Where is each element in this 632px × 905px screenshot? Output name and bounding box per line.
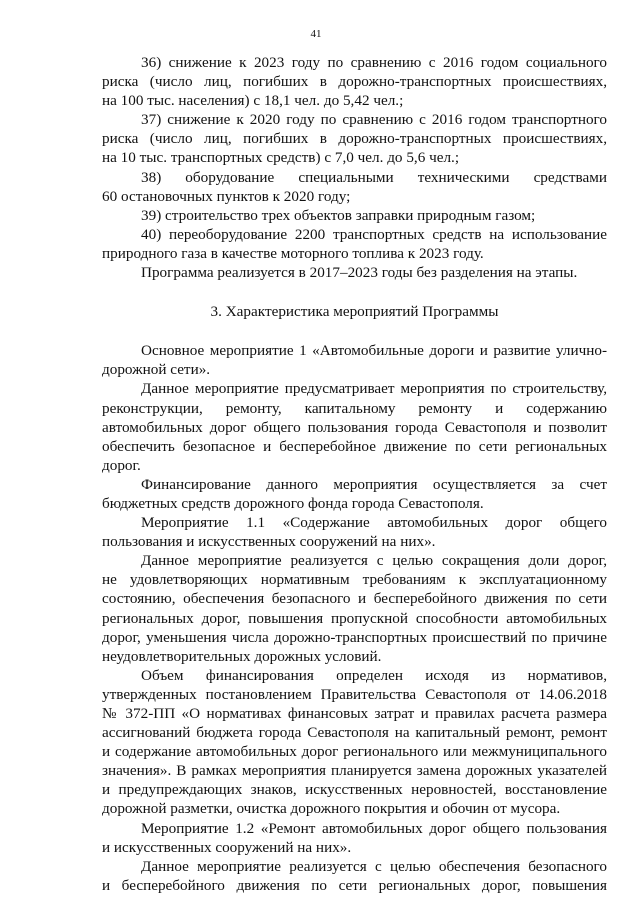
text-line: 39) строительство трех объектов заправки природным газом; xyxy=(141,206,536,224)
text-line: неудовлетворительных дорожных условий. xyxy=(102,647,382,665)
text-line: Мероприятие 1.2 «Ремонт автомобильных дорог общего пользования xyxy=(141,819,607,837)
text-line: дорог, уменьшения числа дорожно-транспортных происшествий по причине xyxy=(102,628,607,646)
paragraph xyxy=(102,666,607,819)
list-item-38 xyxy=(102,168,607,206)
text-line: и искусственных сооружений на них». xyxy=(102,838,352,856)
text-line: 37) снижение к 2020 году по сравнению с 2016 годом транспортного xyxy=(141,111,607,129)
page-number: 41 xyxy=(310,28,322,40)
paragraph xyxy=(102,551,607,666)
text-line: Финансирование данного мероприятия осуществляется за счет xyxy=(141,475,607,493)
text-line: состоянию, обеспечения безопасного и бесперебойного движения по сети xyxy=(102,590,607,608)
text-line: на 10 тыс. транспортных средств) с 7,0 чел. до 5,6 чел.; xyxy=(102,149,460,167)
text-line: ассигнований бюджета города Севастополя на капитальный ремонт, ремонт xyxy=(102,724,607,742)
paragraph xyxy=(102,379,607,474)
text-line: 40) переоборудование 2200 транспортных средств на использование xyxy=(141,225,607,243)
list-item-39 xyxy=(102,206,607,225)
text-line: региональных дорог, повышения пропускной способности автомобильных xyxy=(102,609,607,627)
text-line: на 100 тыс. населения) с 18,1 чел. до 5,42 чел.; xyxy=(102,92,404,110)
text-line: пользования и искусственных сооружений на них». xyxy=(102,533,436,551)
list-item-40 xyxy=(102,225,607,263)
text-line: Программа реализуется в 2017–2023 годы без разделения на этапы. xyxy=(141,264,578,282)
program-period-paragraph xyxy=(102,263,607,282)
text-line: Мероприятие 1.1 «Содержание автомобильных дорог общего xyxy=(141,514,607,532)
paragraph xyxy=(102,819,607,857)
text-line: автомобильных дорог общего пользования города Севастополя и позволит xyxy=(102,418,607,436)
text-line: реконструкции, ремонту, капитальному ремонту и содержанию xyxy=(102,399,607,417)
document-body xyxy=(102,53,607,895)
text-line: 60 остановочных пунктов к 2020 году; xyxy=(102,187,351,205)
text-line: и бесперебойного движения по сети региональных дорог, повышения xyxy=(102,876,607,894)
paragraph xyxy=(102,857,607,895)
paragraph xyxy=(102,475,607,513)
text-line: не удовлетворяющих нормативным требованиям к эксплуатационному xyxy=(102,571,607,589)
list-item-37 xyxy=(102,110,607,167)
text-line: Данное мероприятие реализуется с целью сокращения доли дорог, xyxy=(141,552,607,570)
text-line: обеспечить безопасное и бесперебойное движение по сети региональных xyxy=(102,437,607,455)
text-line: дорожной разметки, очистка дорожного покрытия и обочин от мусора. xyxy=(102,800,561,818)
text-line: 36) снижение к 2023 году по сравнению с 2016 годом социального xyxy=(141,54,607,71)
text-line: риска (число лиц, погибших в дорожно-транспортных происшествиях, xyxy=(102,73,607,91)
text-line: и содержание автомобильных дорог регионального или межмуниципального xyxy=(102,743,607,761)
text-line: № 372-ПП «О нормативах финансовых затрат и правилах расчета размера xyxy=(102,705,607,722)
text-line: значения». В рамках мероприятия планируется замена дорожных указателей xyxy=(102,762,607,780)
list-item-36 xyxy=(102,53,607,110)
text-line: дорожной сети». xyxy=(102,361,211,379)
paragraph xyxy=(102,513,607,551)
paragraph xyxy=(102,341,607,379)
text-line: Объем финансирования определен исходя из нормативов, xyxy=(141,666,607,684)
text-line: дорог. xyxy=(102,456,141,474)
text-line: бюджетных средств дорожного фонда города Севастополя. xyxy=(102,494,484,512)
text-line: риска (число лиц, погибших в дорожно-транспортных происшествиях, xyxy=(102,130,607,148)
text-line: утвержденных постановлением Правительства Севастополя от 14.06.2018 xyxy=(102,685,607,703)
text-line: Основное мероприятие 1 «Автомобильные дороги и развитие улично- xyxy=(141,342,607,360)
text-line: Данное мероприятие реализуется с целью обеспечения безопасного xyxy=(141,857,607,875)
text-line: 38) оборудование специальными техническими средствами xyxy=(141,168,607,186)
section-heading: 3. Характеристика мероприятий Программы xyxy=(210,303,499,321)
text-line: Данное мероприятие предусматривает мероприятия по строительству, xyxy=(141,380,607,398)
text-line: природного газа в качестве моторного топлива к 2023 году. xyxy=(102,244,484,262)
text-line: и предупреждающих знаков, искусственных неровностей, восстановление xyxy=(102,781,607,799)
